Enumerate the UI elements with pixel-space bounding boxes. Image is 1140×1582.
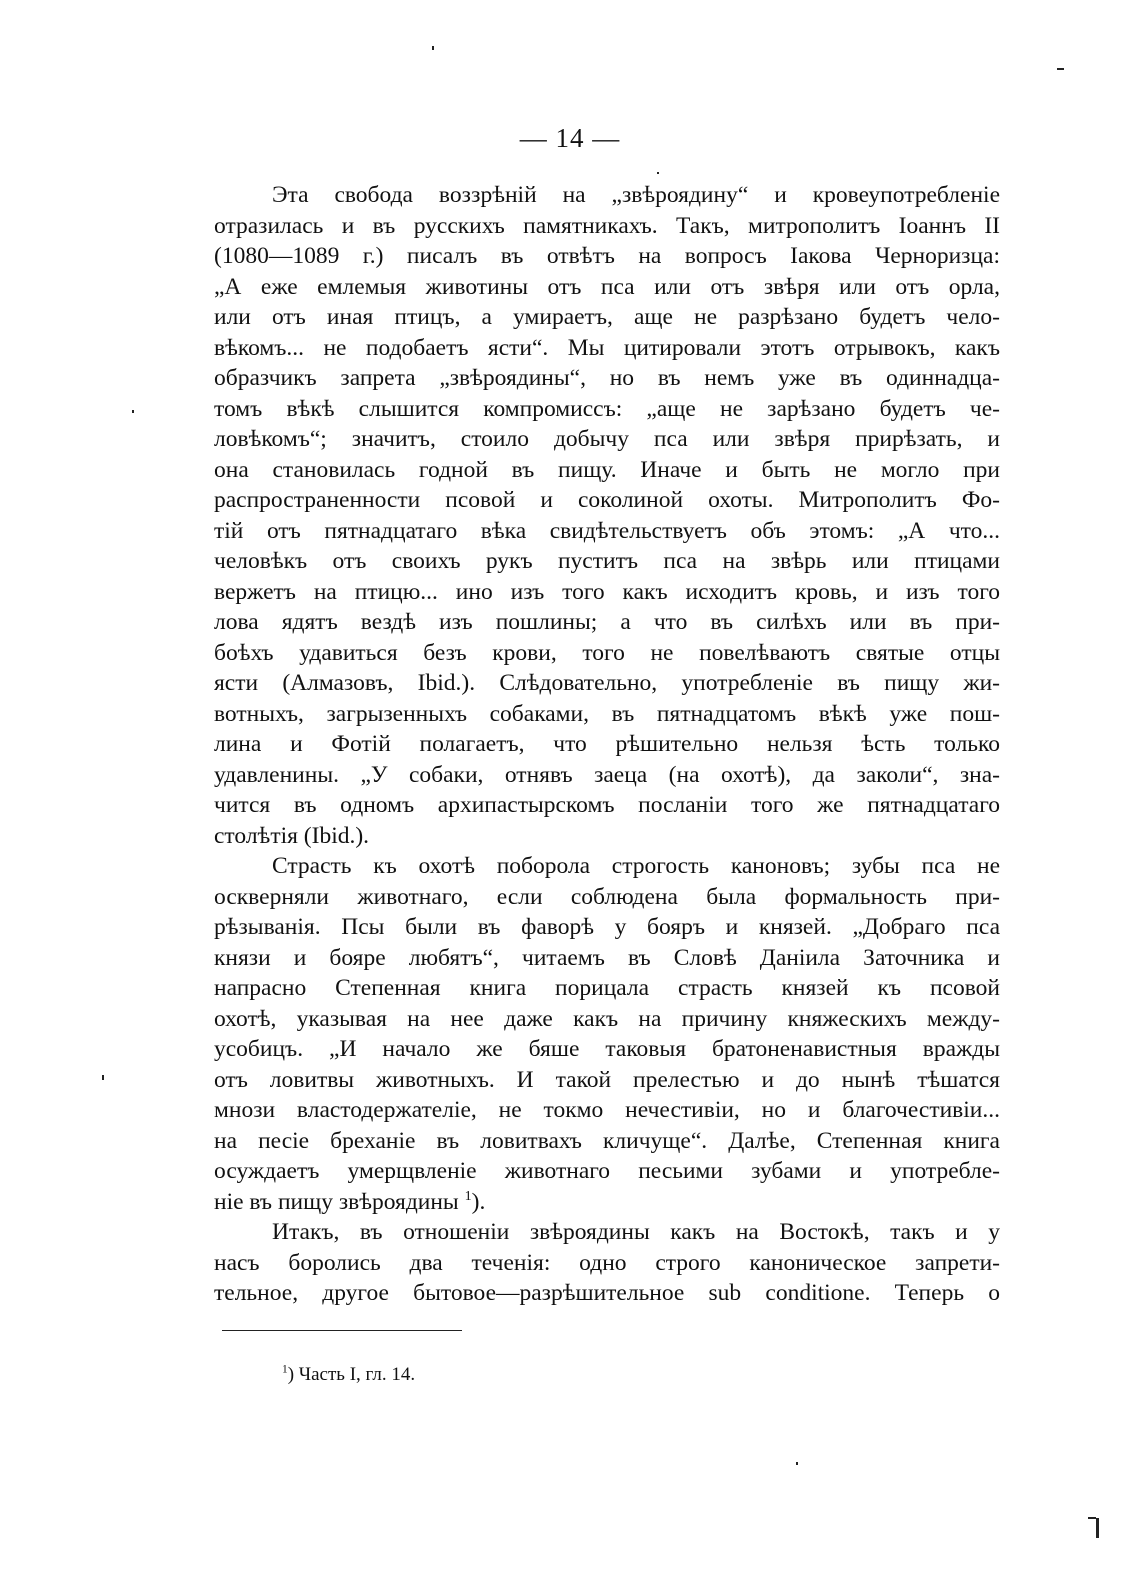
text-line: образчикъ запрета „звѣроядины“, но въ немъ уже въ одиннадца- <box>214 365 1000 391</box>
page-number: — 14 — <box>519 123 621 153</box>
text-line: отразилась и въ русскихъ памятникахъ. Такъ, митрополитъ Іоаннъ II <box>214 212 1000 239</box>
text-line: на песіе бреханіе въ ловитвахъ кличуще“. Далѣе, Степенная книга <box>214 1127 1000 1154</box>
text-line: напрасно Степенная книга порицала страсть князей къ псовой <box>214 975 1000 1001</box>
text-line: боѣхъ удавиться безъ крови, того не повелѣваютъ святые отцы <box>214 639 1000 666</box>
text-line: мнози властодержателіе, не токмо нечестивіи, но и благочестивіи... <box>214 1097 1000 1123</box>
text-line: тій отъ пятнадцатаго вѣка свидѣтельствуетъ объ этомъ: „А что... <box>214 517 1000 544</box>
footnote-reference: 1 <box>464 1187 472 1204</box>
text-line: тельное, другое бытовое—разрѣшительное sub conditione. Теперь о <box>214 1280 1000 1306</box>
text-line <box>214 1187 1000 1218</box>
text-line: осуждаетъ умерщвленіе животнаго песьими зубами и употребле- <box>214 1158 1000 1184</box>
text-line: удавленины. „У собаки, отнявъ заеца (на охотѣ), да заколи“, зна- <box>214 761 1000 788</box>
text-line: „А еже емлемыя животины отъ пса или отъ звѣря или отъ орла, <box>214 273 1000 300</box>
scan-speck <box>796 1462 798 1465</box>
scan-speck <box>657 172 659 174</box>
paragraph-1 <box>214 180 1000 851</box>
footnote-text: ) Часть I, гл. 14. <box>287 1364 416 1385</box>
text-line: охотѣ, указывая на нее даже какъ на причину княжескихъ между- <box>214 1005 1000 1032</box>
text-line: лина и Фотій полагаетъ, что рѣшительно нельзя ѣсть только <box>214 731 1000 757</box>
text-fragment: ). <box>471 1188 486 1215</box>
body-text <box>214 180 1000 1309</box>
text-line: лова ядятъ вездѣ изъ пошлины; а что въ силѣхъ или въ при- <box>214 609 1000 635</box>
text-line: отъ ловитвы животныхъ. И такой прелестью и до нынѣ тѣшатся <box>214 1066 1000 1093</box>
text-line: столѣтія (Ibid.). <box>214 822 370 849</box>
scan-speck <box>1057 68 1064 70</box>
footnote-marker: 1 <box>282 1363 288 1376</box>
scan-speck <box>1096 1518 1099 1538</box>
text-line: вержетъ на птицю... ино изъ того какъ исходитъ кровь, и изъ того <box>214 578 1000 605</box>
paragraph-3 <box>214 1217 1000 1309</box>
text-line: оскверняли животнаго, если соблюдена была формальность при- <box>214 883 1000 910</box>
text-line: усобицъ. „И начало же бяше таковыя братоненавистныя вражды <box>214 1036 1000 1062</box>
text-line: (1080—1089 г.) писалъ въ отвѣтъ на вопросъ Іакова Черноризца: <box>214 243 1000 269</box>
text-line: Эта свобода воззрѣній на „звѣроядину“ и кровеупотребленіе <box>272 182 1000 208</box>
text-line: вѣкомъ... не подобаетъ ясти“. Мы цитировали этотъ отрывокъ, какъ <box>214 334 1000 361</box>
text-line: князи и бояре любятъ“, читаемъ въ Словѣ Даніила Заточника и <box>214 944 1000 971</box>
paragraph-2 <box>214 851 1000 1217</box>
text-line: насъ боролись два теченія: одно строго каноническое запрети- <box>214 1249 1000 1276</box>
text-line: рѣзыванія. Псы были въ фаворѣ у бояръ и князей. „Добраго пса <box>214 914 1000 940</box>
scan-speck <box>432 46 434 50</box>
footnote-separator <box>222 1330 462 1331</box>
footnote <box>282 1362 415 1388</box>
scan-speck <box>132 410 134 413</box>
text-line: распространенности псовой и соколиной охоты. Митрополитъ Фо- <box>214 487 1000 513</box>
text-line: томъ вѣкѣ слышится компромиссъ: „аще не зарѣзано будетъ че- <box>214 395 1000 422</box>
text-line: ловѣкомъ“; значитъ, стоило добычу пса или звѣря прирѣзать, и <box>214 426 1000 452</box>
text-line: Итакъ, въ отношеніи звѣроядины какъ на Востокѣ, такъ и у <box>272 1219 1000 1245</box>
text-line: ясти (Алмазовъ, Ibid.). Слѣдовательно, употребленіе въ пищу жи- <box>214 670 1000 696</box>
text-line: или отъ иная птицъ, а умираетъ, аще не разрѣзано будетъ чело- <box>214 304 1000 330</box>
text-line: она становилась годной въ пищу. Иначе и быть не могло при <box>214 456 1000 483</box>
text-line: Страсть къ охотѣ поборола строгость каноновъ; зубы пса не <box>272 853 1000 879</box>
scan-speck <box>102 1075 104 1080</box>
text-fragment: ніе въ пищу звѣроядины <box>214 1188 459 1215</box>
text-line: вотныхъ, загрызенныхъ собаками, въ пятнадцатомъ вѣкѣ уже пош- <box>214 700 1000 727</box>
scan-speck <box>1088 1517 1096 1519</box>
text-line: человѣкъ отъ своихъ рукъ пуститъ пса на звѣрь или птицами <box>214 548 1000 574</box>
text-line: чится въ одномъ архипастырскомъ посланіи того же пятнадцатаго <box>214 792 1000 818</box>
